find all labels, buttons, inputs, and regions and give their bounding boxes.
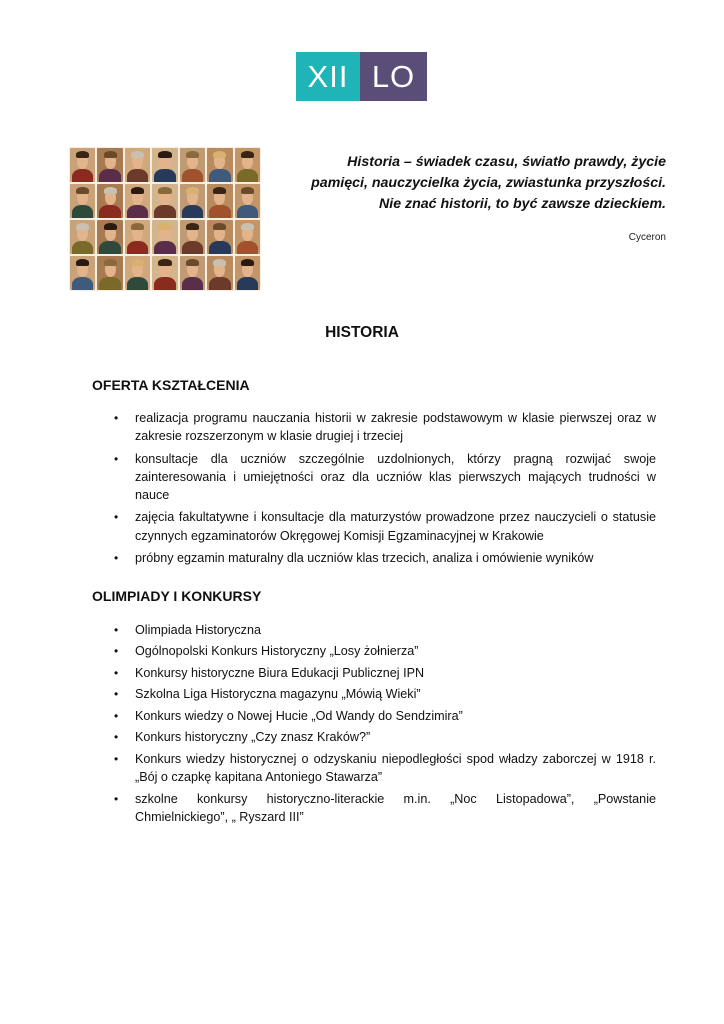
portrait-thumbnail — [207, 148, 232, 182]
portrait-thumbnail — [152, 148, 177, 182]
list-item: • Konkurs wiedzy historycznej o odzyskaniu niepodległości spod władzy zaborczej w 1918 r. „Bój o czapkę kapitana Antoniego Stawarza” — [114, 751, 656, 785]
portrait-thumbnail — [235, 256, 260, 290]
portrait-thumbnail — [180, 256, 205, 290]
page-title: HISTORIA — [325, 324, 399, 341]
portrait-thumbnail — [97, 256, 122, 290]
section-heading-offer: OFERTA KSZTAŁCENIA — [92, 377, 250, 393]
portrait-thumbnail — [70, 256, 95, 290]
bullet-icon: • — [114, 791, 119, 806]
bullet-icon: • — [114, 644, 119, 659]
offer-list — [114, 409, 656, 571]
bullet-icon: • — [114, 411, 119, 425]
bullet-icon: • — [114, 451, 119, 466]
quote-author: Cyceron — [628, 232, 666, 243]
list-item: • realizacja programu nauczania historii w zakresie podstawowym w klasie pierwszej oraz w zakresie rozszerzonym w klasie drugiej i trzeciej — [114, 411, 656, 444]
portrait-thumbnail — [152, 220, 177, 254]
list-item: • zajęcia fakultatywne i konsultacje dla maturzystów prowadzone przez nauczycieli o statusie czynnych egzaminatorów Okręgowej Komisji Egzaminacyjnej w Krakowie — [114, 510, 656, 543]
kings-portraits-image — [69, 147, 261, 291]
portrait-thumbnail — [97, 220, 122, 254]
list-item: • Konkursy historyczne Biura Edukacji Publicznej IPN — [114, 664, 656, 682]
bullet-icon: • — [114, 551, 119, 566]
quote-line: pamięci, nauczycielka życia, zwiastunka przyszłości. — [311, 175, 666, 191]
portrait-thumbnail — [235, 184, 260, 218]
bullet-icon: • — [114, 510, 119, 525]
portrait-thumbnail — [125, 256, 150, 290]
portrait-thumbnail — [207, 184, 232, 218]
list-item: • Konkurs historyczny „Czy znasz Kraków?” — [114, 728, 656, 746]
list-item: • Olimpiada Historyczna — [114, 621, 656, 639]
bullet-icon: • — [114, 623, 119, 637]
portrait-thumbnail — [70, 148, 95, 182]
list-item: • próbny egzamin maturalny dla uczniów klas trzecich, analiza i omówienie wyników — [114, 549, 656, 567]
list-item: • Konkurs wiedzy o Nowej Hucie „Od Wandy do Sendzimira” — [114, 707, 656, 725]
logo-xii: XII — [296, 52, 360, 101]
bullet-icon: • — [114, 687, 119, 702]
bullet-icon: • — [114, 730, 119, 745]
bullet-icon: • — [114, 665, 119, 680]
logo-lo: LO — [360, 52, 427, 101]
list-item: • Szkolna Liga Historyczna magazynu „Mówią Wieki” — [114, 685, 656, 703]
portrait-thumbnail — [180, 220, 205, 254]
section-heading-olympiads: OLIMPIADY I KONKURSY — [92, 588, 262, 604]
portrait-thumbnail — [152, 256, 177, 290]
portrait-thumbnail — [180, 148, 205, 182]
portrait-thumbnail — [235, 220, 260, 254]
bullet-icon: • — [114, 708, 119, 723]
list-item: • konsultacje dla uczniów szczególnie uzdolnionych, którzy pragną rozwijać swoje zainteresowania i umiejętności oraz dla uczniów klas pierwszych mających trudności w nauce — [114, 451, 656, 503]
portrait-thumbnail — [70, 220, 95, 254]
portrait-thumbnail — [70, 184, 95, 218]
list-item: • Ogólnopolski Konkurs Historyczny „Losy żołnierza” — [114, 642, 656, 660]
portrait-thumbnail — [207, 256, 232, 290]
bullet-icon: • — [114, 751, 119, 766]
quote-line: Nie znać historii, to być zawsze dzieckiem. — [379, 196, 666, 212]
portrait-thumbnail — [125, 148, 150, 182]
olympiads-list — [114, 621, 656, 829]
portrait-thumbnail — [97, 184, 122, 218]
portrait-thumbnail — [125, 184, 150, 218]
portrait-thumbnail — [125, 220, 150, 254]
quote — [266, 152, 666, 215]
quote-line: Historia – świadek czasu, światło prawdy, życie — [347, 154, 666, 170]
portrait-thumbnail — [235, 148, 260, 182]
school-logo — [296, 52, 427, 101]
portrait-thumbnail — [97, 148, 122, 182]
portrait-thumbnail — [207, 220, 232, 254]
portrait-thumbnail — [152, 184, 177, 218]
portrait-thumbnail — [180, 184, 205, 218]
list-item: • szkolne konkursy historyczno-literackie m.in. „Noc Listopadowa”, „Powstanie Chmielnickiego”, „ Ryszard III” — [114, 791, 656, 824]
